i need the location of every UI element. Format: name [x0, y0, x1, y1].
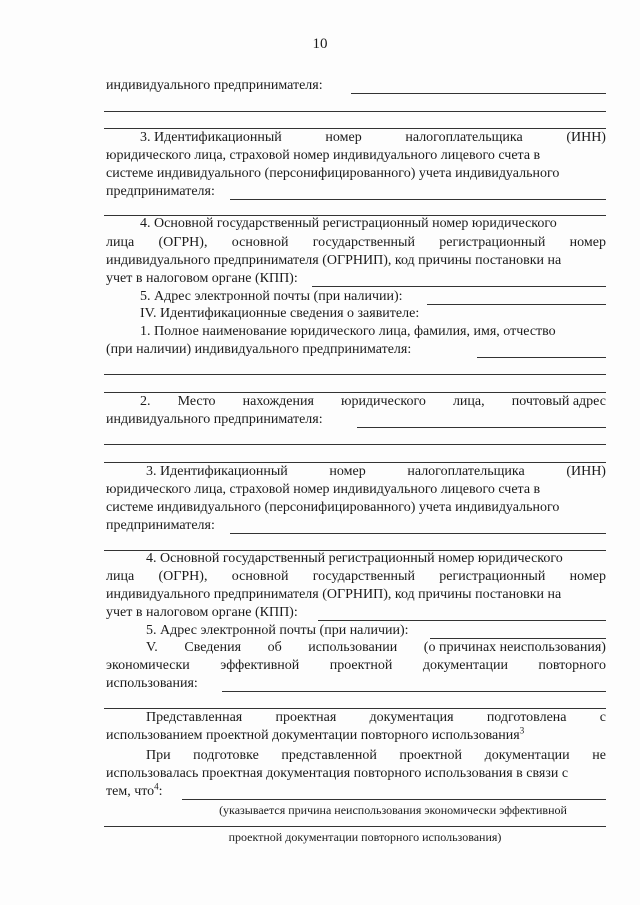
fill-line — [104, 444, 606, 445]
paragraph-line: предпринимателя: — [106, 518, 215, 533]
fill-line — [182, 799, 606, 800]
fill-line — [357, 427, 606, 428]
fill-line — [104, 111, 606, 112]
paragraph-line: 3. Идентификационный номер налогоплательщика (ИНН) — [146, 464, 606, 479]
fill-line — [430, 638, 606, 639]
fill-line — [104, 462, 606, 463]
paragraph-line: (при наличии) индивидуального предпринимателя: — [106, 342, 412, 357]
paragraph-line: индивидуального предпринимателя: — [106, 412, 323, 427]
paragraph-line: экономически эффективной проектной документации повторного — [106, 658, 606, 673]
fill-line — [230, 199, 606, 200]
footnote-mark: 3 — [519, 725, 525, 736]
paragraph-line: системе индивидуального (персонифицированного) учета индивидуального — [106, 500, 560, 515]
paragraph-line: Представленная проектная документация подготовлена с — [146, 710, 606, 725]
paragraph-line: предпринимателя: — [106, 184, 215, 199]
fill-line — [104, 374, 606, 375]
footnote-mark: 4 — [154, 781, 159, 792]
paragraph-line: использованием проектной документации повторного использования$^3$ — [106, 725, 525, 743]
paragraph-line: системе индивидуального (персонифицированного) учета индивидуального — [106, 166, 560, 181]
paragraph-line: 5. Адрес электронной почты (при наличии): — [146, 623, 409, 638]
fill-line — [318, 620, 606, 621]
paragraph-line: юридического лица, страховой номер индивидуального лицевого счета в — [106, 148, 541, 163]
paragraph-line: 4. Основной государственный регистрационный номер юридического — [146, 551, 563, 566]
field-label: индивидуального предпринимателя: — [106, 78, 323, 93]
paragraph-line: лица (ОГРН), основной государственный регистрационный номер — [106, 235, 606, 250]
paragraph-line: индивидуального предпринимателя (ОГРНИП), код причины постановки на — [106, 587, 562, 602]
paragraph-line: учет в налоговом органе (КПП): — [106, 605, 298, 620]
paragraph-line: тем, что$^4$: — [106, 781, 163, 799]
fill-line — [230, 533, 606, 534]
paragraph-line: использования: — [106, 676, 198, 691]
paragraph-line: лица (ОГРН), основной государственный регистрационный номер — [106, 569, 606, 584]
paragraph-line: При подготовке представленной проектной документации не — [146, 748, 606, 763]
page-number: 10 — [312, 36, 328, 52]
field-caption: проектной документации повторного использования) — [228, 830, 502, 844]
section-heading: V. Сведения об использовании (о причинах неиспользования) — [146, 640, 606, 655]
paragraph-line: 1. Полное наименование юридического лица, фамилия, имя, отчество — [140, 324, 556, 339]
paragraph-line: учет в налоговом органе (КПП): — [106, 271, 298, 286]
paragraph-line: 2. Место нахождения юридического лица, почтовый адрес — [140, 394, 606, 409]
fill-line — [222, 691, 606, 692]
fill-line — [104, 708, 606, 709]
section-heading: IV. Идентификационные сведения о заявителе: — [140, 306, 420, 321]
fill-line — [104, 826, 606, 827]
fill-line — [477, 357, 606, 358]
paragraph-line: 3. Идентификационный номер налогоплательщика (ИНН) — [140, 130, 606, 145]
fill-line — [427, 304, 606, 305]
paragraph-line: юридического лица, страховой номер индивидуального лицевого счета в — [106, 482, 541, 497]
field-caption: (указывается причина неиспользования экономически эффективной — [219, 803, 567, 817]
paragraph-line: использовалась проектная документация повторного использования в связи с — [106, 766, 569, 781]
paragraph-line: 4. Основной государственный регистрационный номер юридического — [140, 216, 557, 231]
fill-line — [351, 93, 606, 94]
paragraph-line: индивидуального предпринимателя (ОГРНИП), код причины постановки на — [106, 253, 562, 268]
fill-line — [104, 392, 606, 393]
fill-line — [104, 128, 606, 129]
paragraph-line: 5. Адрес электронной почты (при наличии): — [140, 289, 403, 304]
fill-line — [312, 286, 606, 287]
